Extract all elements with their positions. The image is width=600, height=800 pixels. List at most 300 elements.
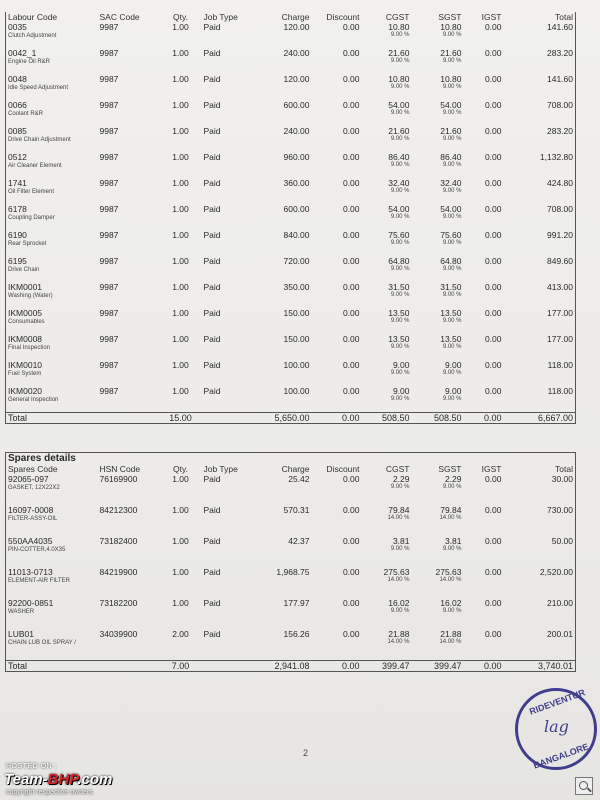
charge-cell-value: 100.00: [283, 360, 310, 370]
total-cell: [504, 334, 576, 360]
item-description: Coolant R&R: [8, 111, 44, 117]
cgst-cell-value: 54.00: [388, 204, 410, 214]
header-igst: IGST: [481, 464, 502, 474]
qty-cell-value: 1.00: [172, 74, 189, 84]
igst-cell-value: 0.00: [484, 48, 502, 58]
labour-code-cell-value: IKM0020: [8, 386, 43, 396]
cgst-cell: [362, 567, 412, 598]
igst-cell-value: 0.00: [484, 22, 502, 32]
total-cell: [504, 629, 576, 660]
job-type-cell-value: Paid: [203, 22, 221, 32]
spares-row: [6, 629, 576, 660]
sgst-cell-value: 31.50: [440, 282, 462, 292]
igst-cell: [464, 100, 504, 126]
charge-cell: [260, 505, 312, 536]
discount-cell-value: 0.00: [342, 204, 360, 214]
total-cell: [504, 567, 576, 598]
total-cell-value: 177.00: [547, 308, 573, 318]
job-type-cell-value: Paid: [203, 256, 221, 266]
total-cell: [504, 22, 576, 48]
header-labour-code: Labour Code: [8, 12, 58, 22]
sgst-cell-value: 32.40: [440, 178, 462, 188]
cgst-cell-value: 3.81: [392, 536, 410, 546]
qty-cell: [160, 204, 202, 230]
cgst-cell: [362, 126, 412, 152]
total-cell-value: 30.00: [551, 474, 573, 484]
cgst-cell: [362, 256, 412, 282]
cgst-cell-value: 21.60: [388, 126, 410, 136]
discount-cell-value: 0.00: [342, 22, 360, 32]
cgst-rate: 9.00 %: [390, 214, 410, 220]
hsn-code-cell-value: 34039900: [99, 629, 138, 639]
igst-cell-value: 0.00: [484, 536, 502, 546]
hsn-code-cell: [98, 567, 160, 598]
cgst-rate: 9.00 %: [390, 484, 410, 490]
job-type-cell-value: Paid: [203, 598, 221, 608]
labour-code-cell-value: 0085: [8, 126, 27, 136]
cgst-cell-value: 32.40: [388, 178, 410, 188]
job-type-cell: [202, 567, 260, 598]
item-description: WASHER: [8, 609, 35, 615]
charge-cell: [260, 256, 312, 282]
discount-cell: [312, 629, 362, 660]
item-description: Drive Chain: [8, 267, 40, 273]
qty-cell: [160, 308, 202, 334]
qty-cell: [160, 48, 202, 74]
igst-cell: [464, 598, 504, 629]
sgst-cell: [412, 256, 464, 282]
discount-cell: [312, 474, 362, 505]
cgst-cell: [362, 230, 412, 256]
qty-cell: [160, 100, 202, 126]
cgst-rate: 14.00 %: [387, 515, 410, 521]
sgst-cell-value: 21.88: [440, 629, 462, 639]
qty-cell: [160, 230, 202, 256]
charge-cell: [260, 74, 312, 100]
cgst-rate: 9.00 %: [390, 292, 410, 298]
sac-code-cell: [98, 126, 160, 152]
sac-code-cell-value: 9987: [99, 178, 119, 188]
cgst-rate: 9.00 %: [390, 240, 410, 246]
spares-code-cell-value: 550AA4035: [8, 536, 53, 546]
cgst-cell: [362, 22, 412, 48]
total-cell: [504, 598, 576, 629]
discount-cell: [312, 22, 362, 48]
cgst-cell: [362, 282, 412, 308]
cgst-rate: 9.00 %: [390, 136, 410, 142]
sgst-cell-value: 13.50: [440, 334, 462, 344]
zoom-icon[interactable]: [575, 777, 593, 795]
page-number: 2: [303, 748, 309, 758]
total-cell: [504, 100, 576, 126]
labour-header-row: [6, 12, 576, 22]
cgst-rate: 9.00 %: [390, 58, 410, 64]
discount-cell: [312, 230, 362, 256]
job-type-cell: [202, 360, 260, 386]
igst-cell: [464, 567, 504, 598]
sgst-cell: [412, 22, 464, 48]
hsn-code-cell-value: 84212300: [99, 505, 138, 515]
charge-cell: [260, 126, 312, 152]
labour-code-cell: [6, 230, 98, 256]
cgst-rate: 9.00 %: [390, 162, 410, 168]
sgst-cell-value: 9.00: [444, 386, 462, 396]
cgst-cell: [362, 386, 412, 412]
qty-cell: [160, 474, 202, 505]
cgst-cell: [362, 598, 412, 629]
hsn-code-cell: [98, 474, 160, 505]
sgst-rate: 9.00 %: [442, 396, 462, 402]
igst-cell: [464, 152, 504, 178]
discount-cell-value: 0.00: [342, 48, 360, 58]
qty-cell-value: 1.00: [172, 386, 189, 396]
spares-total-sgst: 399.47: [412, 660, 464, 671]
total-cell-value: 50.00: [551, 536, 573, 546]
sgst-rate: 9.00 %: [442, 110, 462, 116]
item-description: Rear Sprocket: [8, 241, 47, 247]
discount-cell: [312, 598, 362, 629]
labour-code-cell: [6, 386, 98, 412]
watermark-copyright: copyright respective owners: [6, 789, 93, 796]
sac-code-cell-value: 9987: [99, 230, 119, 240]
igst-cell: [464, 386, 504, 412]
charge-cell-value: 360.00: [283, 178, 310, 188]
sgst-cell-value: 10.80: [440, 74, 462, 84]
igst-cell: [464, 178, 504, 204]
header-charge: Charge: [281, 464, 310, 474]
header-total: Total: [555, 464, 573, 474]
total-cell: [504, 360, 576, 386]
labour-row: [6, 126, 576, 152]
discount-cell: [312, 536, 362, 567]
cgst-rate: 9.00 %: [390, 370, 410, 376]
header-qty: Qty.: [173, 12, 188, 22]
spares-total-row: [6, 660, 576, 671]
sgst-cell: [412, 204, 464, 230]
qty-cell-value: 1.00: [172, 334, 189, 344]
qty-cell: [160, 536, 202, 567]
cgst-cell: [362, 308, 412, 334]
sac-code-cell: [98, 308, 160, 334]
discount-cell-value: 0.00: [342, 152, 360, 162]
sac-code-cell: [98, 230, 160, 256]
qty-cell-value: 1.00: [172, 282, 189, 292]
labour-code-cell-value: IKM0001: [8, 282, 43, 292]
sgst-cell-value: 79.84: [440, 505, 462, 515]
charge-cell-value: 600.00: [283, 100, 310, 110]
total-cell: [504, 126, 576, 152]
sgst-cell: [412, 48, 464, 74]
sac-code-cell-value: 9987: [99, 126, 119, 136]
labour-code-cell: [6, 334, 98, 360]
item-description: Engine Oil R&R: [8, 59, 51, 65]
total-cell-value: 991.20: [547, 230, 573, 240]
charge-cell: [260, 308, 312, 334]
cgst-cell: [362, 204, 412, 230]
igst-cell-value: 0.00: [484, 629, 502, 639]
labour-code-cell: [6, 48, 98, 74]
charge-cell: [260, 178, 312, 204]
cgst-cell: [362, 178, 412, 204]
total-cell-value: 141.60: [547, 22, 573, 32]
charge-cell: [260, 282, 312, 308]
sac-code-cell: [98, 334, 160, 360]
discount-cell: [312, 256, 362, 282]
sgst-rate: 9.00 %: [442, 240, 462, 246]
igst-cell-value: 0.00: [484, 474, 502, 484]
sgst-cell: [412, 567, 464, 598]
discount-cell: [312, 567, 362, 598]
qty-cell-value: 2.00: [172, 629, 189, 639]
sgst-cell-value: 86.40: [440, 152, 462, 162]
cgst-cell-value: 75.60: [388, 230, 410, 240]
sgst-rate: 9.00 %: [442, 162, 462, 168]
header-discount: Discount: [326, 12, 360, 22]
stamp-bottom-text: BANGALORE: [532, 741, 590, 771]
qty-cell-value: 1.00: [172, 204, 189, 214]
job-type-cell-value: Paid: [203, 48, 221, 58]
total-cell-value: 730.00: [547, 505, 573, 515]
charge-cell: [260, 629, 312, 660]
spares-total-amount: 3,740.01: [504, 660, 576, 671]
spares-header-row: [6, 464, 576, 474]
discount-cell-value: 0.00: [342, 308, 360, 318]
labour-total-label: Total: [6, 412, 98, 423]
labour-total-charge: 5,650.00: [260, 412, 312, 423]
item-description: Air Cleaner Element: [8, 163, 62, 169]
watermark-brand-logo: [4, 771, 112, 788]
header-spares-code: Spares Code: [8, 464, 58, 474]
cgst-cell-value: 10.80: [388, 74, 410, 84]
sgst-rate: 9.00 %: [442, 266, 462, 272]
sac-code-cell-value: 9987: [99, 22, 119, 32]
header-cgst: CGST: [385, 12, 410, 22]
charge-cell: [260, 598, 312, 629]
total-cell: [504, 386, 576, 412]
charge-cell: [260, 360, 312, 386]
igst-cell-value: 0.00: [484, 204, 502, 214]
igst-cell-value: 0.00: [484, 505, 502, 515]
sgst-cell-value: 16.02: [440, 598, 462, 608]
charge-cell: [260, 152, 312, 178]
job-type-cell: [202, 48, 260, 74]
sgst-cell-value: 275.63: [435, 567, 462, 577]
sgst-rate: 14.00 %: [439, 639, 462, 645]
total-cell: [504, 74, 576, 100]
qty-cell: [160, 598, 202, 629]
qty-cell-value: 1.00: [172, 152, 189, 162]
spares-code-cell-value: LUB01: [8, 629, 34, 639]
header-hsn-code: HSN Code: [99, 464, 141, 474]
charge-cell: [260, 567, 312, 598]
labour-code-cell-value: 6190: [8, 230, 27, 240]
cgst-cell-value: 9.00: [392, 386, 410, 396]
sgst-cell: [412, 334, 464, 360]
labour-code-cell: [6, 360, 98, 386]
cgst-rate: 9.00 %: [390, 266, 410, 272]
sgst-cell-value: 54.00: [440, 100, 462, 110]
qty-cell: [160, 386, 202, 412]
discount-cell-value: 0.00: [342, 567, 360, 577]
spares-code-cell: [6, 598, 98, 629]
charge-cell-value: 177.97: [283, 598, 310, 608]
cgst-rate: 9.00 %: [390, 546, 410, 552]
item-description: Oil Filter Element: [8, 189, 55, 195]
total-cell-value: 141.60: [547, 74, 573, 84]
header-igst: IGST: [481, 12, 502, 22]
job-type-cell-value: Paid: [203, 204, 221, 214]
discount-cell-value: 0.00: [342, 360, 360, 370]
job-type-cell: [202, 629, 260, 660]
job-type-cell: [202, 126, 260, 152]
sgst-rate: 14.00 %: [439, 577, 462, 583]
igst-cell: [464, 308, 504, 334]
total-cell-value: 708.00: [547, 204, 573, 214]
charge-cell-value: 120.00: [283, 22, 310, 32]
discount-cell: [312, 74, 362, 100]
sac-code-cell: [98, 100, 160, 126]
labour-row: [6, 204, 576, 230]
sac-code-cell: [98, 152, 160, 178]
labour-code-cell: [6, 256, 98, 282]
job-type-cell: [202, 204, 260, 230]
sgst-rate: 9.00 %: [442, 136, 462, 142]
job-type-cell-value: Paid: [203, 360, 221, 370]
job-type-cell: [202, 152, 260, 178]
cgst-cell: [362, 48, 412, 74]
sgst-rate: 14.00 %: [439, 515, 462, 521]
job-type-cell: [202, 100, 260, 126]
discount-cell: [312, 308, 362, 334]
igst-cell-value: 0.00: [484, 360, 502, 370]
header-qty: Qty.: [173, 464, 188, 474]
hsn-code-cell: [98, 505, 160, 536]
spares-code-cell-value: 16097-0008: [8, 505, 54, 515]
header-sgst: SGST: [438, 12, 462, 22]
qty-cell-value: 1.00: [172, 100, 189, 110]
igst-cell-value: 0.00: [484, 178, 502, 188]
sac-code-cell-value: 9987: [99, 308, 119, 318]
igst-cell: [464, 334, 504, 360]
sac-code-cell-value: 9987: [99, 48, 119, 58]
charge-cell-value: 42.37: [288, 536, 310, 546]
total-cell-value: 708.00: [547, 100, 573, 110]
spares-row: [6, 598, 576, 629]
charge-cell-value: 600.00: [283, 204, 310, 214]
job-type-cell-value: Paid: [203, 126, 221, 136]
cgst-rate: 9.00 %: [390, 84, 410, 90]
labour-total-qty: 15.00: [160, 412, 202, 423]
brand-part-com: .com: [77, 771, 113, 788]
sgst-cell: [412, 126, 464, 152]
igst-cell: [464, 282, 504, 308]
charge-cell: [260, 474, 312, 505]
sac-code-cell-value: 9987: [99, 100, 119, 110]
qty-cell: [160, 360, 202, 386]
spares-total-discount: 0.00: [312, 660, 362, 671]
labour-row: [6, 282, 576, 308]
item-description: GASKET, 12X22X2: [8, 485, 60, 491]
item-description: Consumables: [8, 319, 45, 325]
cgst-cell: [362, 629, 412, 660]
hsn-code-cell: [98, 536, 160, 567]
charge-cell: [260, 386, 312, 412]
spares-code-cell: [6, 536, 98, 567]
igst-cell-value: 0.00: [484, 126, 502, 136]
stamp-signature: lag: [544, 717, 569, 736]
labour-code-cell: [6, 308, 98, 334]
spares-total-label: Total: [6, 660, 98, 671]
qty-cell-value: 1.00: [172, 230, 189, 240]
item-description: PIN-COTTER,4.0X35: [8, 547, 66, 553]
discount-cell-value: 0.00: [342, 629, 360, 639]
sgst-rate: 9.00 %: [442, 58, 462, 64]
job-type-cell-value: Paid: [203, 474, 221, 484]
spares-code-cell-value: 92065-097: [8, 474, 49, 484]
sgst-cell-value: 13.50: [440, 308, 462, 318]
qty-cell-value: 1.00: [172, 48, 189, 58]
spares-total-cgst: 399.47: [362, 660, 412, 671]
cgst-cell: [362, 152, 412, 178]
qty-cell: [160, 629, 202, 660]
igst-cell: [464, 22, 504, 48]
cgst-cell: [362, 536, 412, 567]
cgst-rate: 14.00 %: [387, 577, 410, 583]
item-description: FILTER-ASSY-OIL: [8, 516, 58, 522]
qty-cell: [160, 567, 202, 598]
qty-cell-value: 1.00: [172, 178, 189, 188]
igst-cell: [464, 505, 504, 536]
discount-cell-value: 0.00: [342, 230, 360, 240]
charge-cell-value: 720.00: [283, 256, 310, 266]
job-type-cell-value: Paid: [203, 178, 221, 188]
discount-cell-value: 0.00: [342, 282, 360, 292]
labour-code-cell-value: 0512: [8, 152, 27, 162]
sac-code-cell: [98, 256, 160, 282]
job-type-cell-value: Paid: [203, 505, 221, 515]
spares-row: [6, 474, 576, 505]
sgst-cell: [412, 386, 464, 412]
labour-code-cell-value: 0066: [8, 100, 27, 110]
cgst-rate: 9.00 %: [390, 188, 410, 194]
charge-cell-value: 1,968.75: [276, 567, 310, 577]
sgst-cell: [412, 505, 464, 536]
sgst-cell: [412, 152, 464, 178]
igst-cell: [464, 48, 504, 74]
labour-code-cell: [6, 22, 98, 48]
job-type-cell: [202, 536, 260, 567]
charge-cell-value: 240.00: [283, 126, 310, 136]
item-description: General Inspection: [8, 397, 59, 403]
total-cell-value: 1,132.80: [539, 152, 573, 162]
igst-cell: [464, 474, 504, 505]
job-type-cell-value: Paid: [203, 74, 221, 84]
spares-code-cell-value: 92200-0851: [8, 598, 54, 608]
header-job-type: Job Type: [203, 464, 238, 474]
charge-cell-value: 570.31: [283, 505, 310, 515]
job-type-cell-value: Paid: [203, 100, 221, 110]
labour-total-igst: 0.00: [464, 412, 504, 423]
total-cell-value: 849.60: [547, 256, 573, 266]
labour-table: [5, 12, 576, 424]
job-type-cell: [202, 74, 260, 100]
total-cell-value: 177.00: [547, 334, 573, 344]
job-type-cell: [202, 334, 260, 360]
item-description: Fuel System: [8, 371, 42, 377]
cgst-cell-value: 275.63: [383, 567, 410, 577]
spares-code-cell: [6, 567, 98, 598]
igst-cell-value: 0.00: [484, 74, 502, 84]
